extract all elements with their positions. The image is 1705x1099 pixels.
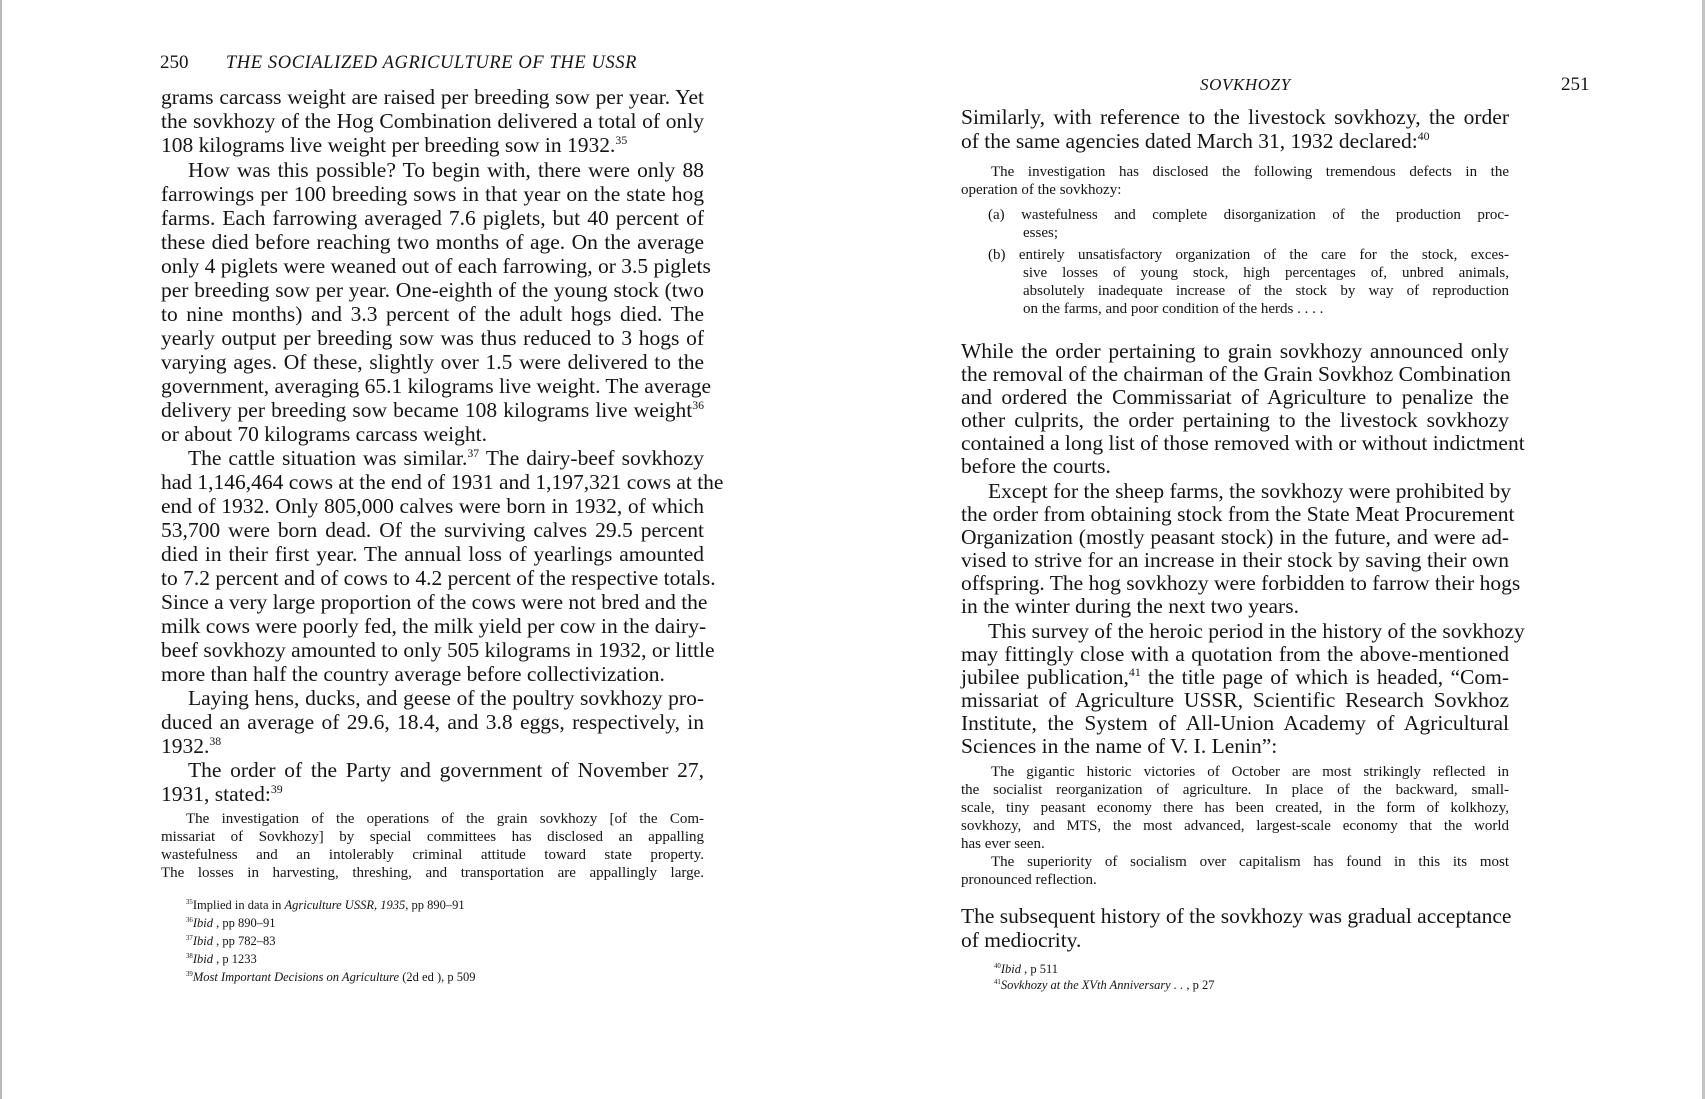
footnote: [186, 914, 276, 932]
text-line: milk cows were poorly fed, the milk yield per cow in the dairy-: [161, 614, 707, 638]
text-line: 53,700 were born dead. Of the surviving calves 29.5 percent: [161, 518, 704, 542]
quote-line: esses;: [1023, 225, 1058, 241]
footnote-number: 35: [186, 898, 193, 906]
text-line: yearly output per breeding sow was thus reduced to 3 hogs of: [161, 326, 704, 350]
footnote-reference[interactable]: 38: [209, 733, 222, 748]
running-head-left: [160, 52, 637, 74]
text-line: Laying hens, ducks, and geese of the poultry sovkhozy pro-: [188, 686, 704, 710]
quote-line: The gigantic historic victories of October are most strikingly reflected in: [991, 764, 1509, 780]
quote-line: has ever seen.: [961, 836, 1045, 852]
citation-text: , p 1233: [213, 952, 257, 966]
quote-line: wastefulness and an intolerably criminal attitude toward state property.: [161, 847, 704, 863]
text-line: the removal of the chairman of the Grain Sovkhoz Combination: [961, 362, 1511, 386]
text-line: may fittingly close with a quotation from the above-mentioned: [961, 642, 1509, 666]
text-line: Sciences in the name of V. I. Lenin”:: [961, 734, 1278, 758]
text-line: The subsequent history of the sovkhozy was gradual acceptance: [961, 904, 1512, 928]
quote-line: sive losses of young stock, high percentages of, unbred animals,: [1023, 265, 1509, 281]
footnote-number: 38: [186, 952, 193, 960]
text-line: contained a long list of those removed with or without indictment: [961, 431, 1525, 455]
footnote-reference[interactable]: 39: [270, 781, 283, 796]
text-line: other culprits, the order pertaining to the livestock sovkhozy: [961, 408, 1509, 432]
citation-title: Ibid: [192, 952, 213, 966]
footnote: [186, 932, 276, 950]
citation-title: Sovkhozy at the XVth Anniversary . .: [1000, 978, 1184, 992]
text-line: before the courts.: [961, 454, 1111, 478]
text-line: 1932.38: [161, 733, 222, 758]
footnote: [994, 976, 1214, 994]
quote-line: the socialist reorganization of agriculture. In place of the backward, small-: [961, 782, 1509, 798]
text-line: The order of the Party and government of November 27,: [188, 758, 704, 782]
text-line: How was this possible? To begin with, there were only 88: [188, 158, 704, 182]
text-line: per breeding sow per year. One-eighth of the young stock (two: [161, 278, 704, 302]
text-line: farrowings per 100 breeding sows in that year on the state hog: [161, 182, 704, 206]
text-line: of mediocrity.: [961, 928, 1082, 952]
quote-line: operation of the sovkhozy:: [961, 182, 1122, 198]
quote-line: The investigation of the operations of the grain sovkhozy [of the Com-: [186, 811, 704, 827]
text-line: more than half the country average before collectivization.: [161, 662, 665, 686]
footnote-reference[interactable]: 36: [692, 397, 704, 412]
footnote-number: 36: [186, 916, 193, 924]
citation-text: , p 27: [1183, 978, 1215, 992]
footnote-reference[interactable]: 37: [467, 445, 480, 460]
quote-line: (b) entirely unsatisfactory organization of the care for the stock, exces-: [988, 247, 1509, 263]
page-251: [850, 0, 1705, 1099]
footnote-number: 37: [186, 934, 193, 942]
quote-line: The investigation has disclosed the following tremendous defects in the: [991, 164, 1509, 180]
text-line: had 1,146,464 cows at the end of 1931 and 1,197,321 cows at the: [161, 470, 724, 494]
citation-title: Ibid: [1000, 962, 1021, 976]
text-line: Institute, the System of All-Union Academy of Agricultural: [961, 711, 1509, 735]
quote-line: The losses in harvesting, threshing, and transportation are appallingly large.: [161, 865, 704, 881]
text-line: varying ages. Of these, slightly over 1.5 were delivered to the: [161, 350, 704, 374]
footnote-reference[interactable]: 40: [1417, 128, 1430, 143]
running-head-right: [1200, 75, 1620, 95]
text-line: end of 1932. Only 805,000 calves were born in 1932, of which: [161, 494, 704, 518]
footnote-number: 40: [994, 962, 1001, 970]
citation-text: (2d ed ), p 509: [399, 970, 476, 984]
running-title: SOVKHOZY: [1200, 75, 1291, 94]
text-line: Organization (mostly peasant stock) in the future, and were ad-: [961, 525, 1509, 549]
text-line: farms. Each farrowing averaged 7.6 piglets, but 40 percent of: [161, 206, 704, 230]
text-line: or about 70 kilograms carcass weight.: [161, 422, 487, 446]
text-line: beef sovkhozy amounted to only 505 kilograms in 1932, or little: [161, 638, 715, 662]
page-number: 250: [160, 52, 189, 73]
citation-text: Implied in data in: [192, 898, 285, 912]
text-line: to nine months) and 3.3 percent of the adult hogs died. The: [161, 302, 704, 326]
text-line: delivery per breeding sow became 108 kilograms live weight$^{36}$: [161, 397, 704, 422]
text-line: This survey of the heroic period in the history of the sovkhozy: [988, 619, 1525, 643]
citation-title: Most Important Decisions on Agriculture: [192, 970, 400, 984]
quote-line: missariat of Sovkhozy] by special committees has disclosed an appalling: [161, 829, 704, 845]
text-line: government, averaging 65.1 kilograms live weight. The average: [161, 374, 712, 398]
footnote-reference[interactable]: 35: [615, 132, 628, 147]
quote-line: absolutely inadequate increase of the stock by way of reproduction: [1023, 283, 1509, 299]
text-line: jubilee publication,$^{41}$ the title page of which is headed, “Com-: [961, 664, 1509, 689]
text-line: only 4 piglets were weaned out of each farrowing, or 3.5 piglets: [161, 254, 711, 278]
footnote: [186, 896, 465, 914]
text-line: 1931, stated:$^{39}$: [161, 781, 283, 806]
page-number: 251: [1561, 74, 1590, 95]
text-line: Similarly, with reference to the livestock sovkhozy, the order: [961, 105, 1509, 129]
citation-text: , pp 890–91: [405, 898, 465, 912]
citation-text: , pp 890–91: [213, 916, 276, 930]
text-line: offspring. The hog sovkhozy were forbidden to farrow their hogs: [961, 571, 1521, 595]
quote-line: scale, tiny peasant economy there has been created, in the form of kolkhozy,: [961, 800, 1509, 816]
citation-text: , p 511: [1021, 962, 1059, 976]
citation-text: , pp 782–83: [213, 934, 276, 948]
text-line: the sovkhozy of the Hog Combination delivered a total of only: [161, 109, 704, 133]
text-line: duced an average of 29.6, 18.4, and 3.8 eggs, respectively, in: [161, 710, 704, 734]
footnote-number: 39: [186, 970, 193, 978]
text-line: died in their first year. The annual loss of yearlings amounted: [161, 542, 704, 566]
text-line: missariat of Agriculture USSR, Scientific Research Sovkhoz: [961, 688, 1509, 712]
text-line: and ordered the Commissariat of Agriculture to penalize the: [961, 385, 1509, 409]
text-line: While the order pertaining to grain sovkhozy announced only: [961, 339, 1509, 363]
footnote: [186, 968, 475, 986]
citation-title: Ibid: [192, 934, 213, 948]
footnote-number: 41: [994, 978, 1001, 986]
quote-line: on the farms, and poor condition of the herds . . . .: [1023, 301, 1324, 317]
text-line: Except for the sheep farms, the sovkhozy were prohibited by: [988, 479, 1512, 503]
text-line: these died before reaching two months of age. On the average: [161, 230, 704, 254]
quote-line: The superiority of socialism over capitalism has found in this its most: [991, 854, 1509, 870]
text-line: The cattle situation was similar.$^{37}$ The dairy-beef sovkhozy: [188, 445, 704, 470]
text-line: the order from obtaining stock from the State Meat Procurement: [961, 502, 1515, 526]
text-line: grams carcass weight are raised per breeding sow per year. Yet: [161, 85, 704, 109]
text-line: of the same agencies dated March 31, 1932 declared:$^{40}$: [961, 128, 1430, 153]
text-line: Since a very large proportion of the cows were not bred and the: [161, 590, 708, 614]
text-line: 108 kilograms live weight per breeding sow in 1932.35: [161, 132, 628, 157]
citation-title: Agriculture USSR, 1935: [284, 898, 406, 912]
quote-line: pronounced reflection.: [961, 872, 1097, 888]
quote-line: (a) wastefulness and complete disorganization of the production proc-: [988, 207, 1509, 223]
page-250: [0, 0, 850, 1099]
citation-title: Ibid: [192, 916, 213, 930]
text-line: vised to strive for an increase in their stock by saving their own: [961, 548, 1509, 572]
quote-line: sovkhozy, and MTS, the most advanced, largest-scale economy that the world: [961, 818, 1509, 834]
text-line: in the winter during the next two years.: [961, 594, 1299, 618]
footnote: [186, 950, 257, 968]
text-line: to 7.2 percent and of cows to 4.2 percent of the respective totals.: [161, 566, 716, 590]
running-title: THE SOCIALIZED AGRICULTURE OF THE USSR: [225, 53, 638, 73]
footnote-reference[interactable]: 41: [1128, 664, 1141, 679]
